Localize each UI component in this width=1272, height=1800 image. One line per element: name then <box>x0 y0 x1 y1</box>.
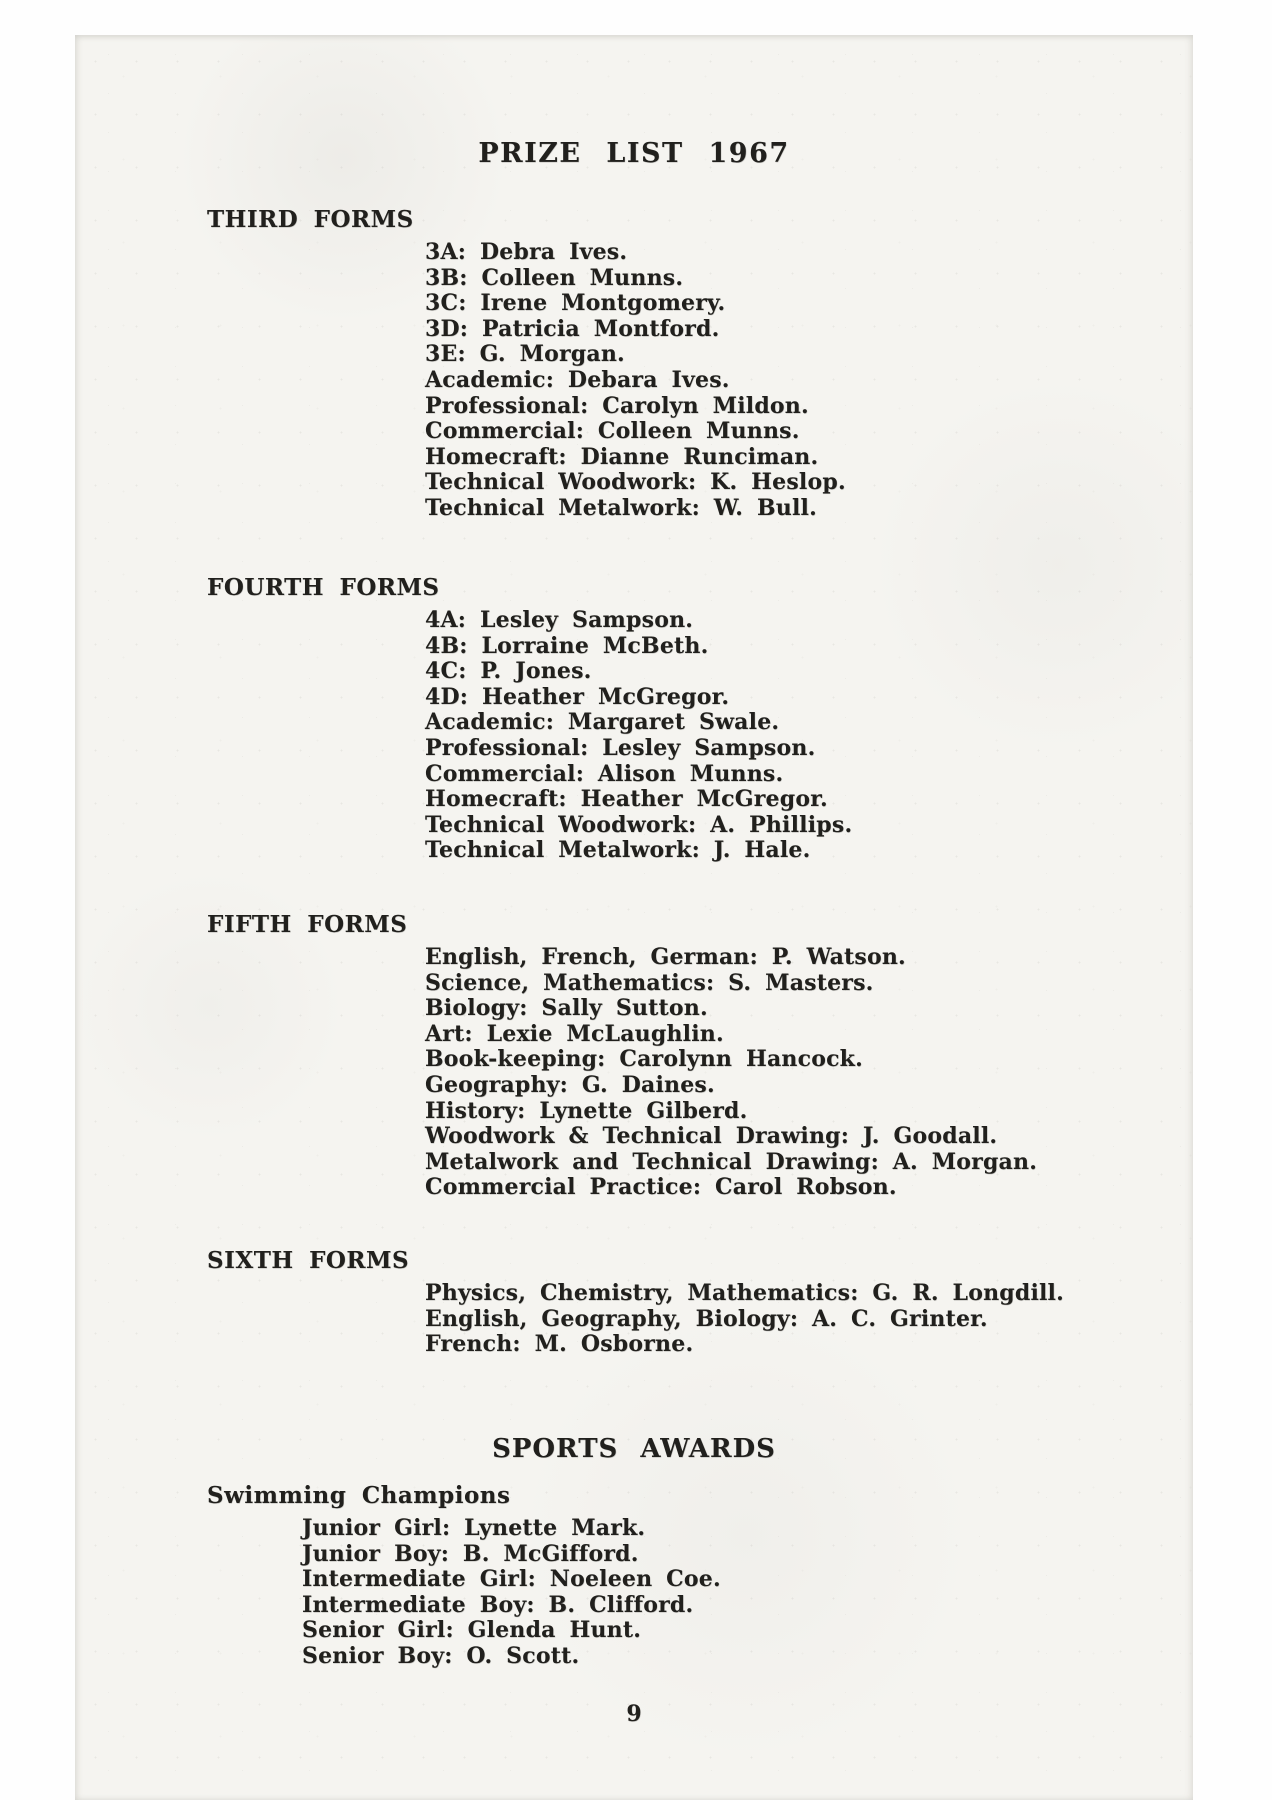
prize-line: Book-keeping: Carolynn Hancock. <box>425 1046 863 1073</box>
prize-line: 4A: Lesley Sampson. <box>425 607 694 633</box>
section-sixth-forms <box>75 1247 1193 1358</box>
prize-line: Professional: Carolyn Mildon. <box>425 392 809 419</box>
section-fourth-forms <box>75 574 1193 864</box>
prize-list-swimming-champions <box>302 1516 721 1670</box>
section-heading-fifth-forms: FIFTH FORMS <box>207 911 408 938</box>
prize-line: Commercial Practice: Carol Robson. <box>425 1174 897 1201</box>
section-fifth-forms <box>75 911 1193 1201</box>
page-paper <box>75 35 1193 1800</box>
section-heading-third-forms: THIRD FORMS <box>207 206 414 233</box>
prize-line: Intermediate Girl: Noeleen Coe. <box>302 1566 721 1593</box>
prize-line: Biology: Sally Sutton. <box>425 995 708 1022</box>
prize-line: 3E: G. Morgan. <box>425 341 625 368</box>
prize-line: French: M. Osborne. <box>425 1331 694 1358</box>
prize-line: Technical Metalwork: J. Hale. <box>425 837 811 864</box>
prize-line: Art: Lexie McLaughlin. <box>425 1020 724 1047</box>
prize-list-fourth-forms <box>425 608 852 864</box>
section-heading-fourth-forms: FOURTH FORMS <box>207 574 440 601</box>
prize-line: Physics, Chemistry, Mathematics: G. R. Longdill. <box>425 1280 1064 1306</box>
prize-line: English, French, German: P. Watson. <box>425 944 906 970</box>
prize-list-fifth-forms <box>425 945 1037 1201</box>
prize-line: Senior Boy: O. Scott. <box>302 1642 580 1669</box>
prize-line: Academic: Margaret Swale. <box>425 709 780 736</box>
prize-line: Technical Woodwork: K. Heslop. <box>425 469 846 496</box>
prize-line: 4C: P. Jones. <box>425 658 592 685</box>
page-number: 9 <box>626 1701 642 1727</box>
prize-line: Technical Woodwork: A. Phillips. <box>425 811 853 838</box>
prize-line: Academic: Debara Ives. <box>425 366 730 393</box>
sports-awards-title: SPORTS AWARDS <box>492 1434 776 1464</box>
section-heading-sixth-forms: SIXTH FORMS <box>207 1247 410 1274</box>
page-title: PRIZE LIST 1967 <box>478 138 790 169</box>
prize-line: Metalwork and Technical Drawing: A. Morgan. <box>425 1148 1038 1175</box>
prize-line: Commercial: Colleen Munns. <box>425 418 800 445</box>
section-third-forms <box>75 206 1193 521</box>
section-swimming-champions <box>75 1482 1193 1669</box>
prize-line: Commercial: Alison Munns. <box>425 760 784 787</box>
prize-line: Homecraft: Heather McGregor. <box>425 786 828 813</box>
prize-list-third-forms <box>425 240 846 522</box>
prize-line: English, Geography, Biology: A. C. Grinter. <box>425 1305 988 1332</box>
prize-list-sixth-forms <box>425 1281 1064 1358</box>
section-heading-swimming-champions: Swimming Champions <box>207 1482 511 1509</box>
prize-line: Technical Metalwork: W. Bull. <box>425 494 817 521</box>
prize-line: Professional: Lesley Sampson. <box>425 734 816 761</box>
prize-line: Intermediate Boy: B. Clifford. <box>302 1591 694 1618</box>
prize-line: Homecraft: Dianne Runciman. <box>425 443 819 470</box>
prize-line: 4B: Lorraine McBeth. <box>425 632 709 659</box>
prize-line: Woodwork & Technical Drawing: J. Goodall. <box>425 1123 998 1150</box>
prize-line: 3D: Patricia Montford. <box>425 315 720 342</box>
prize-line: 3C: Irene Montgomery. <box>425 290 726 317</box>
prize-line: 3A: Debra Ives. <box>425 239 628 265</box>
prize-line: Junior Boy: B. McGifford. <box>302 1540 639 1567</box>
prize-line: Junior Girl: Lynette Mark. <box>302 1515 646 1541</box>
prize-line: 3B: Colleen Munns. <box>425 264 684 291</box>
prize-line: 4D: Heather McGregor. <box>425 683 730 710</box>
prize-line: Science, Mathematics: S. Masters. <box>425 969 874 996</box>
prize-line: Senior Girl: Glenda Hunt. <box>302 1617 642 1644</box>
prize-line: History: Lynette Gilberd. <box>425 1097 748 1124</box>
prize-line: Geography: G. Daines. <box>425 1071 715 1098</box>
